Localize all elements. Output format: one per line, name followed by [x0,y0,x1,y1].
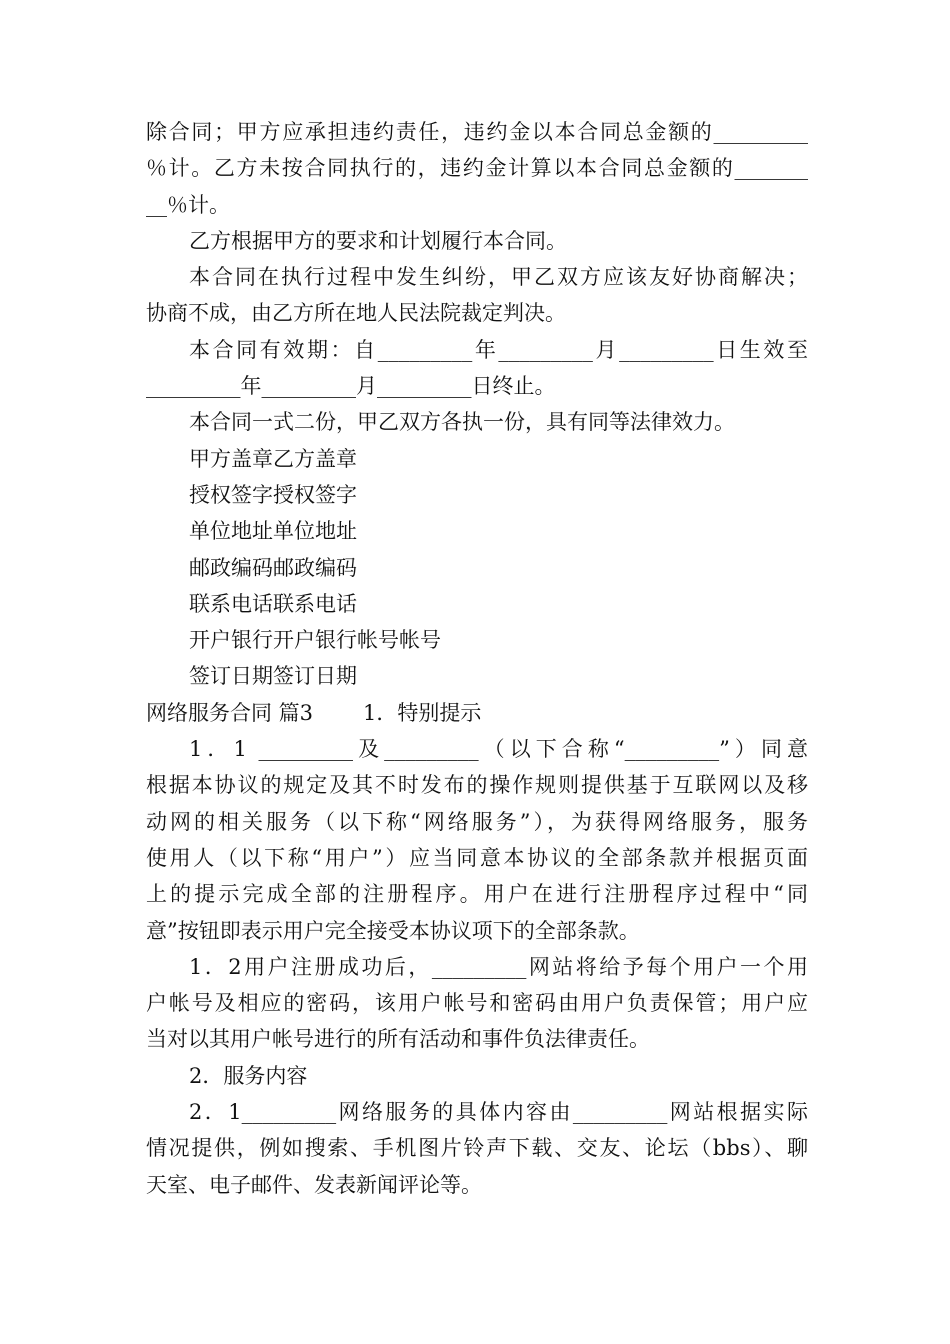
paragraph-line: 意”按钮即表示用户完全接受本协议项下的全部条款。 [146,918,640,943]
document-page [146,114,808,1203]
paragraph-line: 户帐号及相应的密码，该用户帐号和密码由用户负责保管；用户应 [146,991,808,1016]
paragraph-line: 除合同；甲方应承担违约责任，违约金以本合同总金额的_________ [146,120,808,144]
signature-line: 甲方盖章乙方盖章 [189,446,357,471]
paragraph-line: 本合同在执行过程中发生纠纷，甲乙双方应该友好协商解决； [189,265,808,290]
paragraph-line: 天室、电子邮件、发表新闻评论等。 [146,1172,482,1197]
paragraph-line: 本合同一式二份，甲乙双方各执一份，具有同等法律效力。 [189,410,735,435]
paragraph-line: 本合同有效期：自_________年_________月_________日生效至 [189,337,808,362]
contract-title: 网络服务合同 篇3 [146,700,314,725]
paragraph-line: 情况提供，例如搜索、手机图片铃声下载、交友、论坛（bbs）、聊 [146,1136,808,1161]
paragraph-line: 动网的相关服务（以下称“网络服务”），为获得网络服务，服务 [146,809,808,834]
signature-line: 邮政编码邮政编码 [189,555,357,580]
signature-line: 开户银行开户银行帐号帐号 [189,628,441,653]
paragraph-line: 乙方根据甲方的要求和计划履行本合同。 [189,228,567,253]
paragraph-line: __％计。 [146,192,230,217]
paragraph-line: 根据本协议的规定及其不时发布的操作规则提供基于互联网以及移 [146,773,808,798]
signature-line: 签订日期签订日期 [189,664,357,689]
paragraph-line: 1．1 _________及_________（以下合称“_________”）同意 [189,737,808,762]
paragraph-line: 协商不成，由乙方所在地人民法院裁定判决。 [146,301,566,326]
paragraph-line: _________年_________月_________日终止。 [146,374,556,399]
paragraph-line: ％计。乙方未按合同执行的，违约金计算以本合同总金额的_______ [146,156,808,181]
paragraph-line: 当对以其用户帐号进行的所有活动和事件负法律责任。 [146,1027,650,1052]
paragraph-line: 2．1_________网络服务的具体内容由_________网站根据实际 [189,1100,808,1125]
section-title: 1．特别提示 [363,700,482,725]
section-title: 2．服务内容 [189,1063,308,1088]
signature-line: 授权签字授权签字 [189,482,357,507]
paragraph-line: 上的提示完成全部的注册程序。用户在进行注册程序过程中“同 [146,882,808,907]
paragraph-line: 使用人（以下称“用户”）应当同意本协议的全部条款并根据页面 [146,845,808,870]
section-heading [146,695,808,731]
paragraph-line: 1．2用户注册成功后，_________网站将给予每个用户一个用 [189,954,808,979]
signature-line: 联系电话联系电话 [189,591,357,616]
signature-line: 单位地址单位地址 [189,519,357,544]
